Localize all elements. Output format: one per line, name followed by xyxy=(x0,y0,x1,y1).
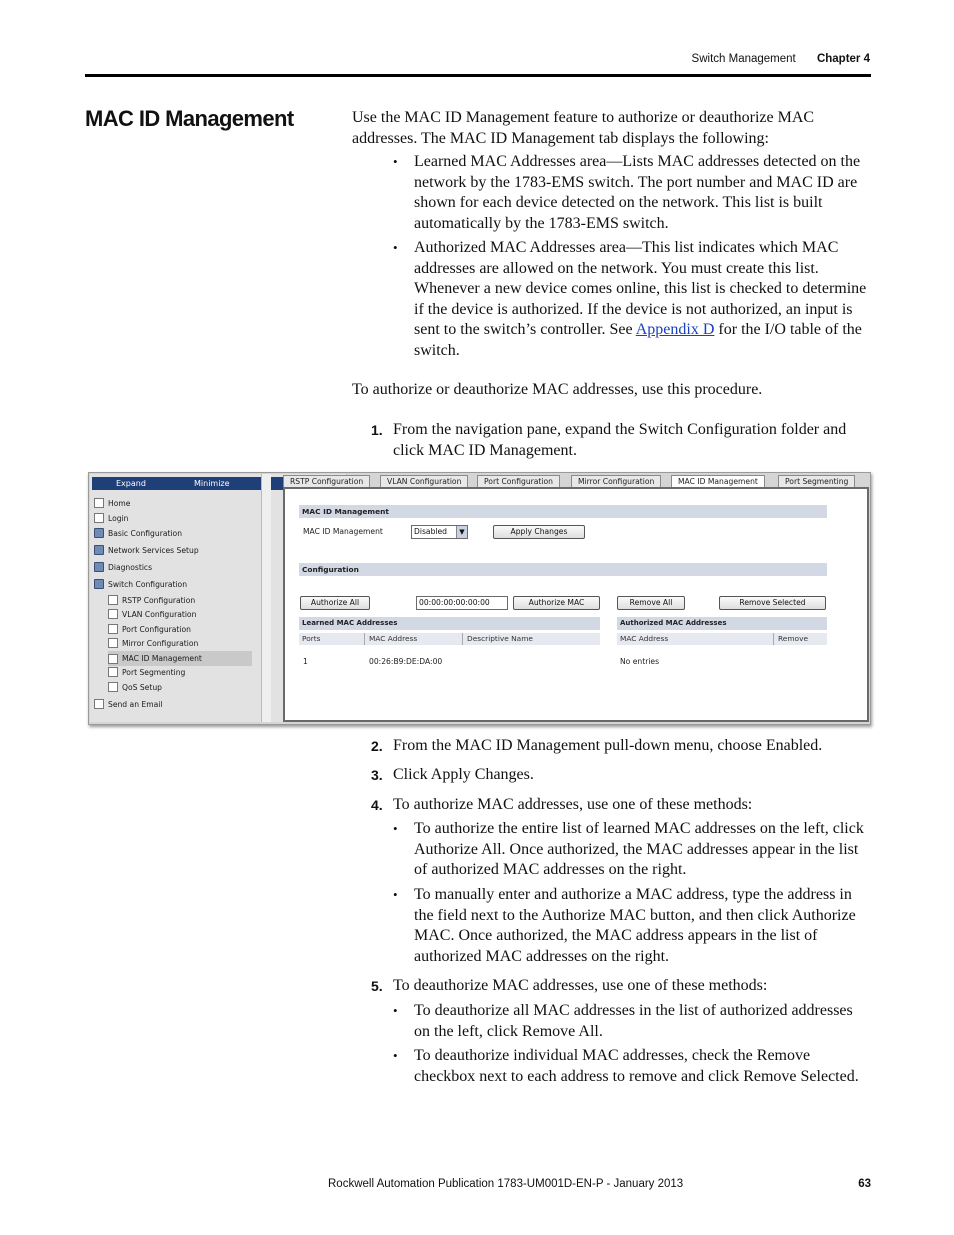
nav-item-login[interactable]: Login xyxy=(94,513,129,523)
publication-info: Rockwell Automation Publication 1783-UM001D-EN-P - January 2013 xyxy=(328,1178,684,1190)
section-title: MAC ID Management xyxy=(85,106,294,131)
authorize-mac-button[interactable]: Authorize MAC xyxy=(513,596,600,610)
authorized-mac-addresses-bar: Authorized MAC Addresses xyxy=(617,617,827,630)
column-header-ports: Ports xyxy=(302,634,321,643)
step-5-methods xyxy=(393,1001,871,1042)
step-number: 2. xyxy=(371,738,383,754)
procedure-intro: To authorize or deauthorize MAC addresses, use this procedure. xyxy=(352,381,763,398)
step-2 xyxy=(371,736,861,758)
remove-selected-button[interactable]: Remove Selected xyxy=(719,596,826,610)
step-number: 3. xyxy=(371,767,383,783)
tab-rstp-configuration[interactable]: RSTP Configuration xyxy=(283,475,370,488)
step-text: To authorize MAC addresses, use one of these methods: xyxy=(393,796,753,813)
list-item: • To authorize the entire list of learned MAC addresses on the left, click Authorize All. Once authorized, the MAC addresses appear in the list of authorized MAC addresses on the right. xyxy=(393,819,871,881)
step-4-methods xyxy=(393,819,871,881)
list-item xyxy=(393,238,871,361)
tab-vlan-configuration[interactable]: VLAN Configuration xyxy=(380,475,468,488)
tab-mac-id-management[interactable]: MAC ID Management xyxy=(671,475,765,488)
tab-mirror-configuration[interactable]: Mirror Configuration xyxy=(571,475,661,488)
mac-address-input[interactable]: 00:00:00:00:00:00 xyxy=(416,596,508,610)
page-icon xyxy=(108,595,118,605)
apply-changes-button[interactable]: Apply Changes xyxy=(493,525,585,539)
mac-id-management-label: MAC ID Management xyxy=(303,527,383,536)
step-4-methods-2 xyxy=(393,885,871,967)
bullet-list-areas xyxy=(393,152,871,234)
page-icon xyxy=(108,609,118,619)
step-1 xyxy=(371,420,861,465)
nav-item-network-services-setup[interactable]: Network Services Setup xyxy=(94,545,199,555)
step-3 xyxy=(371,765,861,787)
nav-item-port-configuration[interactable]: Port Configuration xyxy=(108,624,191,634)
authorized-table-header xyxy=(617,633,827,645)
step-text: To deauthorize MAC addresses, use one of these methods: xyxy=(393,977,768,994)
step-4 xyxy=(371,795,861,817)
nav-scrollbar[interactable] xyxy=(261,474,271,722)
step-number: 5. xyxy=(371,978,383,994)
list-item: • To manually enter and authorize a MAC address, type the address in the field next to the Authorize MAC button, and then click Authorize MAC. Once authorized, the MAC address appears in the list of authorized MAC addresses on the right. xyxy=(393,885,871,967)
appendix-d-link[interactable]: Appendix D xyxy=(635,321,715,338)
column-header-mac-address: MAC Address xyxy=(369,634,418,643)
page-icon xyxy=(94,498,104,508)
column-header-mac-address: MAC Address xyxy=(620,634,669,643)
step-number: 4. xyxy=(371,797,383,813)
running-header-section: Switch Management xyxy=(691,53,796,65)
page-icon xyxy=(108,667,118,677)
nav-item-vlan-configuration[interactable]: VLAN Configuration xyxy=(108,609,196,619)
step-text: From the navigation pane, expand the Switch Configuration folder and click MAC ID Management. xyxy=(393,421,847,459)
page-icon xyxy=(108,638,118,648)
authorized-empty-message: No entries xyxy=(620,657,660,666)
step-5-methods-2 xyxy=(393,1046,871,1087)
expand-button[interactable]: Expand xyxy=(116,479,146,488)
chevron-down-icon: ▼ xyxy=(456,526,467,538)
page-icon xyxy=(108,654,118,664)
nav-item-diagnostics[interactable]: Diagnostics xyxy=(94,562,152,572)
remove-all-button[interactable]: Remove All xyxy=(617,596,685,610)
nav-item-mirror-configuration[interactable]: Mirror Configuration xyxy=(108,638,198,648)
minimize-button[interactable]: Minimize xyxy=(194,479,230,488)
folder-icon xyxy=(94,545,104,555)
page-number: 63 xyxy=(858,1178,871,1190)
list-item: • To deauthorize individual MAC addresses, check the Remove checkbox next to each address to remove and click Remove Selected. xyxy=(393,1046,871,1087)
step-number: 1. xyxy=(371,422,383,438)
step-text: From the MAC ID Management pull-down menu, choose Enabled. xyxy=(393,737,823,754)
folder-icon xyxy=(94,528,104,538)
tab-port-segmenting[interactable]: Port Segmenting xyxy=(778,475,855,488)
mac-id-management-screenshot xyxy=(88,472,871,725)
step-text: Click Apply Changes. xyxy=(393,766,534,783)
list-item: • Learned MAC Addresses area—Lists MAC addresses detected on the network by the 1783-EMS switch. The port number and MAC ID are shown for each device detected on the network. This list is built automatically by the 1783-EMS switch. xyxy=(393,152,871,234)
list-item: • To deauthorize all MAC addresses in the list of authorized addresses on the left, click Remove All. xyxy=(393,1001,871,1042)
mac-id-management-select[interactable]: Disabled ▼ xyxy=(411,525,468,539)
folder-open-icon xyxy=(94,579,104,589)
nav-item-send-an-email[interactable]: Send an Email xyxy=(94,699,163,709)
folder-icon xyxy=(94,562,104,572)
learned-mac-addresses-bar: Learned MAC Addresses xyxy=(299,617,600,630)
authorize-all-button[interactable]: Authorize All xyxy=(300,596,370,610)
bullet-list-areas-2 xyxy=(393,238,871,361)
nav-item-qos-setup[interactable]: QoS Setup xyxy=(108,682,162,692)
list-item-text: for the I/O table of the switch. xyxy=(414,321,862,359)
page-icon xyxy=(108,624,118,634)
nav-item-rstp-configuration[interactable]: RSTP Configuration xyxy=(108,595,195,605)
learned-row-mac: 00:26:B9:DE:DA:00 xyxy=(369,657,443,666)
header-rule xyxy=(85,74,871,77)
content-panel xyxy=(283,487,869,722)
page-icon xyxy=(94,513,104,523)
intro-paragraph: Use the MAC ID Management feature to authorize or deauthorize MAC addresses. The MAC ID Management tab displays the following: xyxy=(352,109,815,147)
page-icon xyxy=(94,699,104,709)
running-header-chapter: Chapter 4 xyxy=(816,53,870,65)
nav-item-port-segmenting[interactable]: Port Segmenting xyxy=(108,667,185,677)
nav-item-home[interactable]: Home xyxy=(94,498,130,508)
configuration-section-bar: Configuration xyxy=(299,563,827,576)
column-header-remove: Remove xyxy=(778,634,808,643)
page-icon xyxy=(108,682,118,692)
list-item-text: Authorized MAC Addresses area—This list indicates which MAC addresses are allowed on the network. You must create this list. Whenever a new device comes online, this list is checked to determine if the device is authorized. If the device is not authorized, an input is sent to the switch’s controller. See xyxy=(414,239,867,338)
learned-table-header xyxy=(299,633,600,645)
nav-item-switch-configuration[interactable]: Switch Configuration xyxy=(94,579,187,589)
tab-port-configuration[interactable]: Port Configuration xyxy=(477,475,560,488)
nav-item-basic-configuration[interactable]: Basic Configuration xyxy=(94,528,182,538)
mac-id-management-section-bar: MAC ID Management xyxy=(299,505,827,518)
step-5 xyxy=(371,976,861,998)
learned-row-port: 1 xyxy=(303,657,308,666)
column-header-descriptive-name: Descriptive Name xyxy=(467,634,533,643)
nav-item-mac-id-management[interactable]: MAC ID Management xyxy=(108,651,252,666)
running-header xyxy=(692,53,870,65)
